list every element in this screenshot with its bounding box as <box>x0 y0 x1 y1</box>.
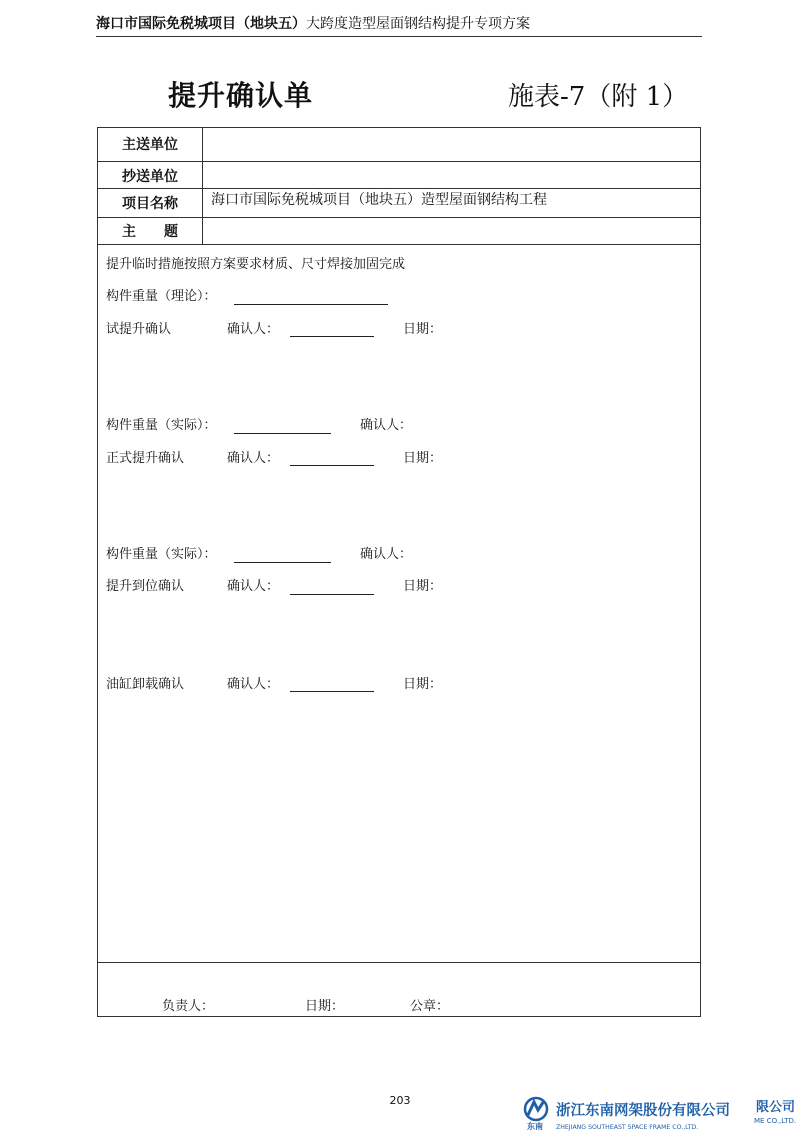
confirmer-label: 确认人： <box>227 451 280 466</box>
company-logo <box>520 1096 800 1132</box>
value-project-name[interactable]: 海口市国际免税城项目（地块五）造型屋面钢结构工程 <box>211 192 547 208</box>
confirmer-label: 确认人： <box>227 579 280 594</box>
confirmation-form <box>97 127 701 1017</box>
signature-divider <box>98 962 700 963</box>
confirmer-label: 确认人： <box>360 547 413 562</box>
logo-mark-text: 东南 <box>527 1122 543 1131</box>
cylinder-unload-label: 油缸卸载确认 <box>106 677 185 692</box>
running-header <box>96 14 702 37</box>
formal-confirmer-field[interactable] <box>290 465 374 466</box>
weight-actual-label: 构件重量（实际）： <box>106 547 217 562</box>
in-place-confirmer-field[interactable] <box>290 594 374 595</box>
logo-mark-icon <box>520 1096 800 1132</box>
logo-company-cn: 浙江东南网架股份有限公司 <box>556 1103 730 1119</box>
unload-confirmer-field[interactable] <box>290 691 374 692</box>
confirmer-label: 确认人： <box>360 418 413 433</box>
row-divider <box>98 244 700 245</box>
confirmer-label: 确认人： <box>227 677 280 692</box>
label-subject: 主 题 <box>122 224 178 240</box>
trial-lift-label: 试提升确认 <box>106 322 172 337</box>
responsible-label: 负责人： <box>162 999 215 1014</box>
signature-date-label: 日期： <box>305 999 345 1014</box>
logo-cut-text: 限公司 <box>756 1100 796 1115</box>
header-project-name: 海口市国际免税城项目（地块五） <box>96 16 306 32</box>
page-number: 203 <box>389 1094 411 1107</box>
label-main-recipient: 主送单位 <box>122 137 178 153</box>
date-label: 日期： <box>403 677 443 692</box>
label-cc-recipient: 抄送单位 <box>122 169 178 185</box>
weight-theory-field[interactable] <box>234 304 388 305</box>
date-label: 日期： <box>403 322 443 337</box>
weight-actual-label: 构件重量（实际）： <box>106 418 217 433</box>
weight-theory-label: 构件重量（理论）： <box>106 289 217 304</box>
intro-text: 提升临时措施按照方案要求材质、尺寸焊接加固完成 <box>106 257 406 272</box>
logo-company-en: ZHEJIANG SOUTHEAST SPACE FRAME CO.,LTD. <box>556 1124 699 1131</box>
logo-cut-en: ME CO.,LTD. <box>754 1117 797 1125</box>
page-title: 提升确认单 <box>168 79 314 112</box>
row-divider <box>98 161 700 162</box>
weight-actual-field[interactable] <box>234 433 331 434</box>
date-label: 日期： <box>403 451 443 466</box>
label-project-name: 项目名称 <box>122 196 178 212</box>
label-column-divider <box>202 128 203 244</box>
form-code: 施表-7（附 1） <box>508 82 689 112</box>
weight-actual-field[interactable] <box>234 562 331 563</box>
seal-label: 公章： <box>410 999 450 1014</box>
lift-in-place-label: 提升到位确认 <box>106 579 185 594</box>
formal-lift-label: 正式提升确认 <box>106 451 185 466</box>
header-subtitle: 大跨度造型屋面钢结构提升专项方案 <box>306 16 530 32</box>
confirmer-label: 确认人： <box>227 322 280 337</box>
trial-confirmer-field[interactable] <box>290 336 374 337</box>
date-label: 日期： <box>403 579 443 594</box>
